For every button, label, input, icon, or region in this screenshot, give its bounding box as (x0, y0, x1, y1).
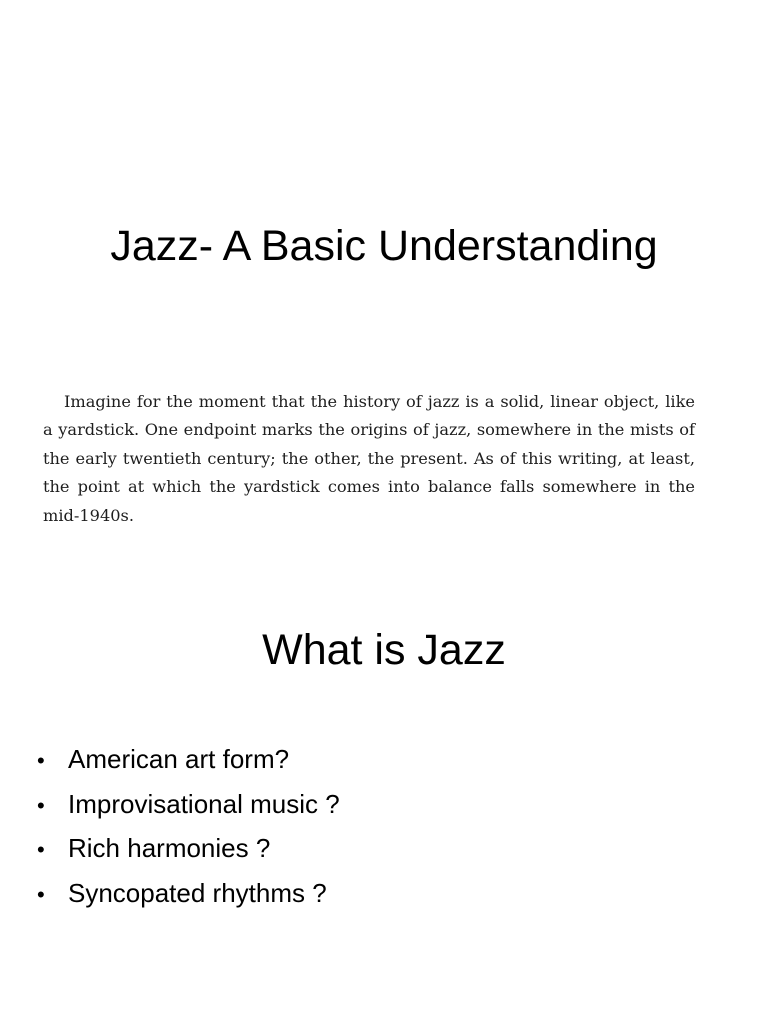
bullet-list (37, 738, 340, 916)
list-item (37, 783, 340, 828)
list-item (37, 738, 340, 783)
quote-paragraph: Imagine for the moment that the history of jazz is a solid, linear object, like a yardstick. One endpoint marks the origins of jazz, somewhere in the mists of the early twentieth century; the other, the present. As of this writing, at least, the point at which the yardstick comes into balance falls somewhere in the mid-1940s. (43, 392, 695, 525)
slide-title: Jazz- A Basic Understanding (110, 222, 658, 270)
bullet-text: Improvisational music ? (68, 788, 340, 819)
bullet-icon: • (37, 881, 45, 907)
list-item (37, 827, 340, 872)
bullet-icon: • (37, 792, 45, 818)
bullet-icon: • (37, 748, 45, 773)
bullet-text: Rich harmonies ? (68, 833, 271, 863)
section-title: What is Jazz (262, 626, 506, 674)
bullet-text: Syncopated rhythms ? (68, 877, 327, 908)
bullet-icon: • (37, 837, 45, 862)
list-item (37, 872, 340, 917)
bullet-text: American art form? (68, 744, 290, 774)
